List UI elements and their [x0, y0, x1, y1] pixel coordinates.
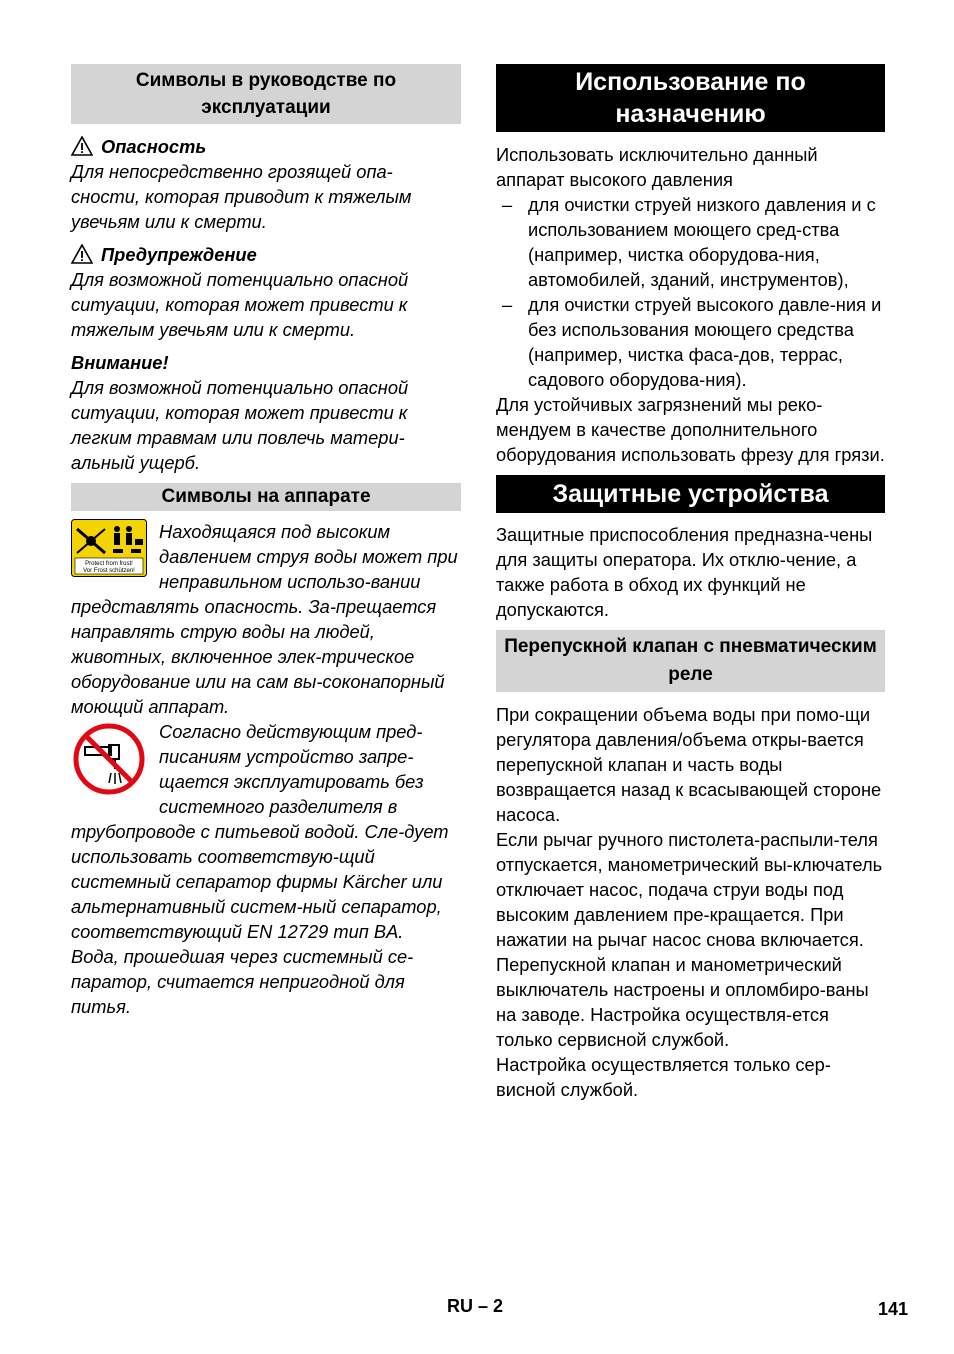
high-pressure-text: Находящаяся под высоким давлением струя воды может при неправильном использо-вании представлять опасность. За-прещается направлять струю воды на людей, животных, включенное элек-трическое оборудование или на сам вы-соконапорный моющий аппарат. — [71, 521, 458, 717]
sticker-text-line2: Vor Frost schützen! — [83, 568, 135, 574]
heading-intended-use: Использование по назначению — [496, 64, 885, 132]
heading-device-symbols: Символы на аппарате — [71, 483, 461, 511]
intended-outro: Для устойчивых загрязнений мы реко-мендуем в качестве дополнительного оборудования использовать фрезу для грязи. — [496, 394, 885, 465]
right-column — [496, 64, 885, 1102]
high-pressure-block — [71, 519, 461, 719]
intended-list — [496, 192, 885, 392]
warning-text: Для возможной потенциально опасной ситуации, которая может привести к тяжелым увечьям или к смерти. — [71, 269, 409, 340]
danger-label-row — [71, 134, 461, 159]
high-pressure-warning-sticker-icon — [71, 519, 147, 577]
warning-triangle-icon — [71, 136, 93, 156]
safety-text: Защитные приспособления предназна-чены для защиты оператора. Их отклю-чение, а также работа в обход их функций не допускаются. — [496, 524, 873, 620]
warning-label: Предупреждение — [101, 244, 257, 265]
sticker-text-line1: Protect from frost! — [85, 561, 133, 567]
left-column — [71, 64, 461, 1019]
danger-label: Опасность — [101, 136, 207, 157]
footer-language-page: RU – 2 — [447, 1296, 504, 1316]
list-item: – для очистки струей высокого давле-ния и без использования моющего средства (например, чистка фаса-дов, террас, садового оборудова-ния). — [496, 292, 885, 392]
footer-page-number: 141 — [878, 1299, 909, 1319]
bypass-paragraph: Если рычаг ручного пистолета-распыли-теля отпускается, манометрический вы-ключатель отключает насос, подача струи воды под высоким давлением пре-кращается. При нажатии на рычаг насос снова включается. — [496, 829, 883, 950]
warning-label-row — [71, 242, 461, 267]
danger-text: Для непосредственно грозящей опа-сности, которая приводит к тяжелым увечьям или к смерти. — [71, 161, 412, 232]
separator-text: Согласно действующим пред-писаниям устройство запре-щается эксплуатировать без системного разделителя в трубопроводе с питьевой водой. Сле-дует использовать соответствую-щий системный сепаратор фирмы Kärcher или альтернативный систем-ный сепаратор, соответствующий EN 12729 тип BA. — [71, 721, 449, 942]
heading-bypass: Перепускной клапан с пневматическим реле — [496, 630, 885, 692]
bypass-paragraph: Настройка осуществляется только сер-висной службой. — [496, 1054, 831, 1100]
warning-triangle-icon — [71, 244, 93, 264]
separator-water-text: Вода, прошедшая через системный се-паратор, считается непригодной для питья. — [71, 946, 414, 1017]
list-item: – для очистки струей низкого давления и с использованием моющего сред-ства (например, чистка оборудова-ния, автомобилей, зданий, инструментов), — [496, 192, 885, 292]
no-drinking-water-connection-icon — [71, 721, 147, 797]
caution-label: Внимание! — [71, 352, 169, 373]
intended-intro: Использовать исключительно данный аппарат высокого давления — [496, 144, 818, 190]
separator-block — [71, 719, 461, 944]
bypass-paragraph: Перепускной клапан и манометрический выключатель настроены и опломбиро-ваны на заводе. Настройка осуществля-ется только сервисной службой. — [496, 954, 869, 1050]
heading-manual-symbols: Символы в руководстве по эксплуатации — [71, 64, 461, 124]
bypass-paragraph: При сокращении объема воды при помо-щи регулятора давления/объема откры-вается перепускной клапан и часть воды возвращается назад к всасывающей стороне насоса. — [496, 704, 882, 825]
caution-text: Для возможной потенциально опасной ситуации, которая может привести к легким травмам или повлечь матери-альный ущерб. — [71, 377, 409, 473]
heading-safety: Защитные устройства — [496, 475, 885, 513]
